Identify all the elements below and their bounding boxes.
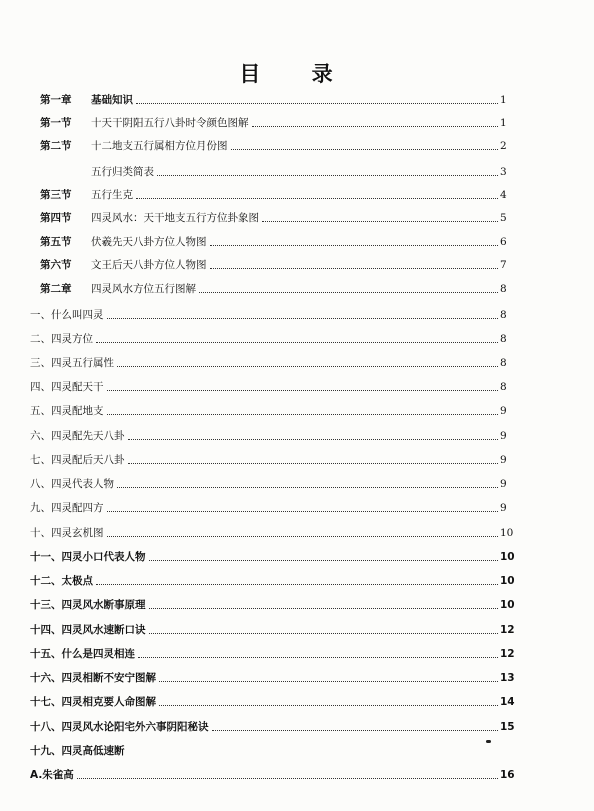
toc-leader-dots xyxy=(159,681,498,682)
toc-entry-title: 十天干阴阳五行八卦时令颜色图解 xyxy=(91,117,249,129)
toc-entry-label: 第五节 xyxy=(40,236,72,248)
toc-entry xyxy=(0,620,594,640)
toc-leader-dots xyxy=(107,536,499,537)
toc-entry-title: 四灵风水方位五行图解 xyxy=(91,283,196,295)
toc-leader-dots xyxy=(107,414,499,415)
toc-entry-label: 第三节 xyxy=(40,189,72,201)
toc-entry-title: 四、四灵配天干 xyxy=(30,381,104,393)
toc-entry-title: 九、四灵配四方 xyxy=(30,502,104,514)
toc-leader-dots xyxy=(210,245,499,246)
toc-entry-title: 十五、什么是四灵相连 xyxy=(30,648,135,660)
toc-entry-title: A.朱雀高 xyxy=(30,769,74,781)
toc-leader-dots xyxy=(199,292,498,293)
toc-leader-dots xyxy=(107,511,499,512)
toc-entry xyxy=(0,717,594,737)
toc-entry xyxy=(0,474,594,494)
toc-entry-title: 三、四灵五行属性 xyxy=(30,357,114,369)
toc-entry-title: 十七、四灵相克要人命图解 xyxy=(30,696,156,708)
toc-leader-dots xyxy=(210,268,499,269)
toc-entry xyxy=(0,90,594,110)
toc-entry-title: 五、四灵配地支 xyxy=(30,405,104,417)
toc-entry xyxy=(0,498,594,518)
toc-entry-page: 15 xyxy=(500,721,515,733)
toc-entry xyxy=(0,279,594,299)
toc-entry xyxy=(0,353,594,373)
toc-entry-title: 二、四灵方位 xyxy=(30,333,93,345)
toc-leader-dots xyxy=(117,366,498,367)
toc-leader-dots xyxy=(96,584,498,585)
toc-leader-dots xyxy=(96,342,498,343)
toc-entry-label: 第一节 xyxy=(40,117,72,129)
toc-leader-dots xyxy=(136,198,498,199)
toc-entry-page: 7 xyxy=(500,259,507,271)
toc-entry-title: 一、什么叫四灵 xyxy=(30,309,104,321)
toc-entry-page: 10 xyxy=(500,575,515,587)
toc-entry xyxy=(0,305,594,325)
toc-leader-dots xyxy=(252,126,499,127)
toc-entry-page: 2 xyxy=(500,140,507,152)
toc-entry-page: 9 xyxy=(500,478,507,490)
toc-entry xyxy=(0,426,594,446)
toc-entry-page: 6 xyxy=(500,236,507,248)
toc-entry-page: 12 xyxy=(500,624,515,636)
toc-leader-dots xyxy=(159,705,498,706)
toc-entry-title: 八、四灵代表人物 xyxy=(30,478,114,490)
toc-entry-page: 8 xyxy=(500,309,507,321)
scan-smudge xyxy=(486,740,491,743)
toc-entry xyxy=(0,692,594,712)
toc-leader-dots xyxy=(149,608,499,609)
toc-entry-page: 9 xyxy=(500,430,507,442)
toc-entry-label: 第二章 xyxy=(40,283,72,295)
toc-leader-dots xyxy=(136,103,498,104)
toc-entry xyxy=(0,113,594,133)
toc-entry xyxy=(0,401,594,421)
toc-leader-dots xyxy=(149,560,499,561)
toc-entry-page: 10 xyxy=(500,599,515,611)
toc-leader-dots xyxy=(77,778,498,779)
toc-entry-title: 五行归类简表 xyxy=(91,166,154,178)
toc-entry-page: 8 xyxy=(500,381,507,393)
toc-entry-page: 8 xyxy=(500,333,507,345)
toc-entry-title: 十九、四灵高低速断 xyxy=(30,745,125,757)
toc-entry-page: 13 xyxy=(500,672,515,684)
toc-leader-dots xyxy=(107,390,499,391)
toc-entry-title: 四灵风水：天干地支五行方位卦象图 xyxy=(91,212,259,224)
toc-entry xyxy=(0,208,594,228)
toc-entry-title: 十六、四灵相断不安宁图解 xyxy=(30,672,156,684)
toc-leader-dots xyxy=(149,633,499,634)
toc-entry-page: 14 xyxy=(500,696,515,708)
toc-entry xyxy=(0,765,594,785)
toc-leader-dots xyxy=(128,463,499,464)
toc-leader-dots xyxy=(212,730,499,731)
toc-entry xyxy=(0,136,594,156)
toc-entry-page: 1 xyxy=(500,117,507,129)
toc-entry-label: 第二节 xyxy=(40,140,72,152)
toc-entry xyxy=(0,162,594,182)
toc-entry-page: 10 xyxy=(500,527,514,539)
toc-entry xyxy=(0,595,594,615)
toc-leader-dots xyxy=(157,175,498,176)
toc-entry-page: 8 xyxy=(500,357,507,369)
toc-entry-page: 1 xyxy=(500,94,507,106)
toc-leader-dots xyxy=(107,318,499,319)
toc-entry xyxy=(0,255,594,275)
toc-entry-label: 第六节 xyxy=(40,259,72,271)
toc-leader-dots xyxy=(117,487,498,488)
toc-entry-title: 五行生克 xyxy=(91,189,133,201)
toc-entry-page: 5 xyxy=(500,212,507,224)
toc-entry-page: 9 xyxy=(500,454,507,466)
toc-entry-title: 十三、四灵风水断事原理 xyxy=(30,599,146,611)
toc-leader-dots xyxy=(138,657,498,658)
toc-entry-label: 第一章 xyxy=(40,94,72,106)
toc-entry-page: 12 xyxy=(500,648,515,660)
toc-entry-page: 4 xyxy=(500,189,507,201)
toc-entry-page: 9 xyxy=(500,405,507,417)
toc-entry-title: 七、四灵配后天八卦 xyxy=(30,454,125,466)
toc-entry-title: 六、四灵配先天八卦 xyxy=(30,430,125,442)
toc-entry xyxy=(0,523,594,543)
toc-entry-title: 十二、太极点 xyxy=(30,575,93,587)
toc-entry-title: 文王后天八卦方位人物图 xyxy=(91,259,207,271)
toc-entry-title: 十一、四灵小口代表人物 xyxy=(30,551,146,563)
toc-entry-page: 10 xyxy=(500,551,515,563)
toc-entry-title: 伏羲先天八卦方位人物图 xyxy=(91,236,207,248)
toc-entry xyxy=(0,547,594,567)
toc-leader-dots xyxy=(128,439,499,440)
toc-entry-page: 3 xyxy=(500,166,507,178)
toc-entry-page: 16 xyxy=(500,769,515,781)
toc-entry-page: 8 xyxy=(500,283,507,295)
toc-entry xyxy=(0,571,594,591)
toc-leader-dots xyxy=(262,221,498,222)
toc-entry xyxy=(0,644,594,664)
toc-entry xyxy=(0,377,594,397)
toc-entry-title: 十八、四灵风水论阳宅外六事阴阳秘诀 xyxy=(30,721,209,733)
toc-entry xyxy=(0,668,594,688)
toc-entry xyxy=(0,329,594,349)
toc-entry-title: 十、四灵玄机图 xyxy=(30,527,104,539)
page-title: 目 录 xyxy=(239,62,355,86)
toc-entry-title: 十四、四灵风水速断口诀 xyxy=(30,624,146,636)
toc-entry-label: 第四节 xyxy=(40,212,72,224)
toc-entry xyxy=(0,450,594,470)
toc-leader-dots xyxy=(231,149,499,150)
toc-entry xyxy=(0,741,594,761)
toc-entry xyxy=(0,185,594,205)
toc-entry-page: 9 xyxy=(500,502,507,514)
toc-entry-title: 十二地支五行属相方位月份图 xyxy=(91,140,228,152)
toc-entry xyxy=(0,232,594,252)
toc-entry-title: 基础知识 xyxy=(91,94,133,106)
